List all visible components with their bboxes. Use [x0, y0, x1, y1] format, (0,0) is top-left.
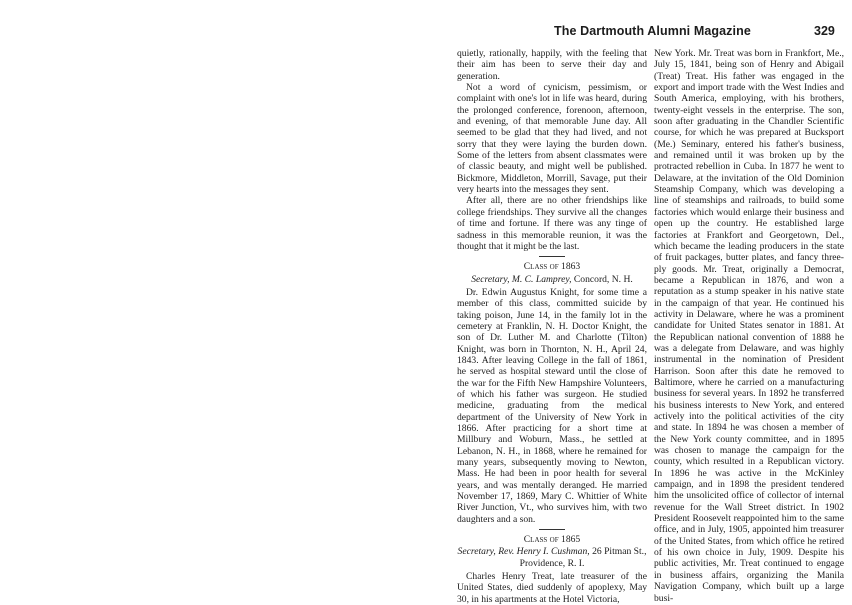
class-1863-obituary: Dr. Edwin Augustus Knight, for some time a member of this class, committed suicide by taking poison, June 14, in the family lot in the cemetery at Franklin, N. H. Doctor Knight, the son of Dr. Luther M. and Charlotte (Tilton) Knight, was born in Thornton, N. H., April 24, 1843. After leaving College in the fall of 1861, he served as hospital steward until the close of the war for the Fifth New Hampshire Volunteers, of which his father was surgeon. He studied medicine, graduating from the medical department of the University of New York in 1866. After practicing for a short time at Millbury and Woburn, Mass., he settled at Lebanon, N. H., in 1868, where he remained for many years, subsequently moving to Newton, Mass. He had been in poor health for several years, and was mentally deranged. He married November 17, 1869, Mary C. Whittier of White River Junction, Vt., who survives him, with two daughters and a son. [457, 286, 647, 525]
section-divider [539, 529, 565, 530]
class-1865-secretary-place: 26 Pitman St., Providence, R. I. [519, 546, 647, 569]
page-number: 329 [814, 24, 835, 38]
paragraph-continuation: quietly, rationally, happily, with the feeling that their aim has been to serve their day and generation. [457, 48, 647, 82]
class-1863-secretary-label: Secretary, M. C. Lamprey, [471, 273, 572, 285]
right-column [654, 48, 844, 604]
class-1865-heading: Class of 1865 [523, 534, 581, 546]
paragraph-friendships: After all, there are no other friendships like college friendships. They survive all the changes of time and fortune. If there was any tinge of sadness in this memorable reunion, it was the thought that it might be the last. [457, 195, 647, 252]
class-1863-secretary-place: Concord, N. H. [573, 273, 633, 285]
class-1865-secretary-label: Secretary, Rev. Henry I. Cushman, [457, 546, 590, 558]
section-divider [539, 256, 565, 257]
left-column [457, 48, 647, 605]
paragraph-no-cynicism: Not a word of cynicism, pessimism, or complaint with one's lot in life was heard, during the prolonged conference, forenoon, afternoon, and evening, of that memorable June day. All seemed to be glad that they had lived, and not sorry that they were laying the burden down. Some of the letters from absent classmates were of classic beauty, and might well be published. Bickmore, Middleton, Morrill, Savage, put their very hearts into the messages they sent. [457, 82, 647, 196]
class-1865-obituary-start: Charles Henry Treat, late treasurer of the United States, died suddenly of apoplexy, May 30, in his apartments at the Hotel Victoria, [457, 571, 647, 605]
running-head-title: The Dartmouth Alumni Magazine [554, 24, 751, 38]
class-1863-heading: Class of 1863 [523, 261, 581, 273]
class-1865-obituary-continued: New York. Mr. Treat was born in Frankfort, Me., July 15, 1841, being son of Henry and Abigail (Treat) Treat. His father was engaged in the export and import trade with the West Indies and South America, employing, with his brothers, twenty-eight vessels in the enterprise. The son, soon after graduating in the Chandler Scientific course, for which he was prepared at Bucksport (Me.) Seminary, entered his father's business, and remained until it was broken up by the protracted rebellion in Cuba. In 1877 he went to Delaware, at the invitation of the Old Dominion Steamship Company, which was developing a line of steamships and railroads, to build some factories which would enlarge their business and open up the country. He established large factories at Frankfort and Georgetown, Del., which became the leading producers in the state of fruit packages, butter plates, and fancy three-ply goods. Mr. Treat, originally a Democrat, became a Republican in 1876, and won a reputation as a stump speaker in his native state in the campaign of that year. He continued his activity in Delaware, where he was a prominent candidate for United States senator in 1881. At the Republican national convention of 1888 he was a delegate from Delaware, and was highly instrumental in the nomination of President Harrison. Soon after this date he removed to Baltimore, where he carried on a manufacturing business for several years. In 1892 he transferred his business interests to New York, and entered actively into the political activities of the city and state. In 1894 he was chosen a member of the New York county committee, and in 1895 was chosen to manage the campaign for the county, which resulted in a Republican victory. In 1896 he was active in the McKinley campaign, and in 1898 the president tendered him the unsolicited office of collector of internal revenue for the Wall Street district. In 1902 President Roosevelt reappointed him to the same office, and in July, 1905, appointed him treasurer of the United States, from which office he retired of his own choice in July, 1909. Despite his public activities, Mr. Treat continued to engage in business affairs, organizing the Manila Navigation Company, which built up a large busi- [654, 48, 844, 604]
class-1863-secretary [457, 274, 647, 285]
class-1865-secretary [457, 546, 647, 569]
